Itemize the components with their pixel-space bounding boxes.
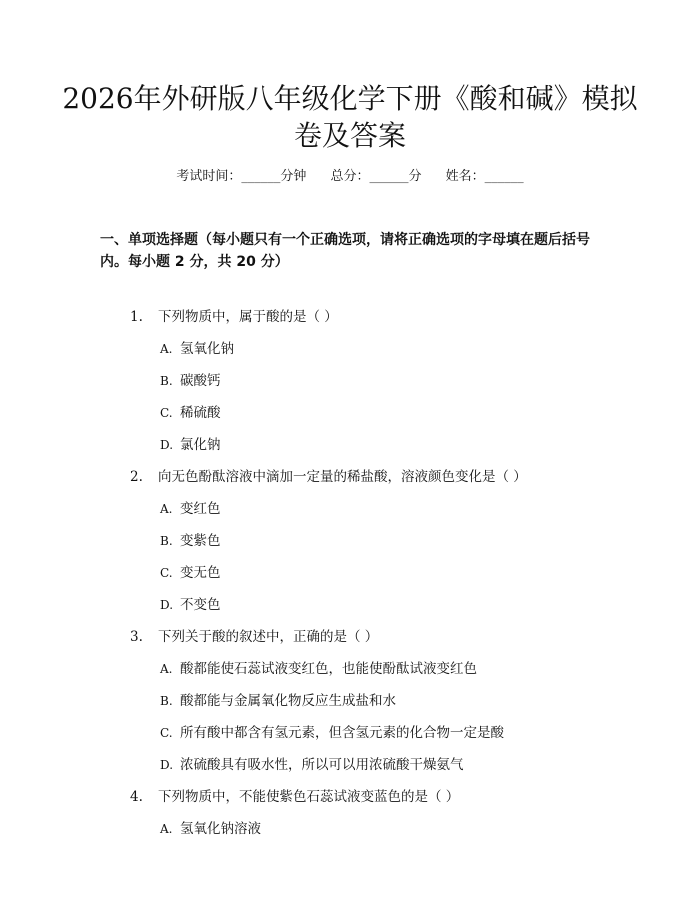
option-2a <box>160 500 221 518</box>
option-letter: B. <box>160 374 173 388</box>
option-letter: D. <box>160 438 174 452</box>
question-text: 下列物质中，属于酸的是（ ） <box>158 309 338 325</box>
question-text: 下列关于酸的叙述中，正确的是（ ） <box>158 629 379 645</box>
exam-time-field: 考试时间：______分钟 <box>176 169 307 184</box>
option-letter: C. <box>160 566 173 580</box>
option-text: 氯化钠 <box>180 437 221 453</box>
question-2 <box>130 468 527 486</box>
option-2d <box>160 596 221 614</box>
option-2b <box>160 532 221 550</box>
total-score-field: 总分：______分 <box>330 169 422 184</box>
exam-meta <box>0 168 700 186</box>
option-letter: A. <box>160 342 173 356</box>
section-heading: 一、单项选择题（每小题只有一个正确选项，请将正确选项的字母填在题后括号内。每小题 2 分，共 20 分） <box>100 232 590 270</box>
option-letter: C. <box>160 406 173 420</box>
option-text: 氢氧化钠 <box>180 341 234 357</box>
option-text: 浓硫酸具有吸水性，所以可以用浓硫酸干燥氨气 <box>180 757 464 773</box>
name-field: 姓名：______ <box>445 169 524 184</box>
option-letter: A. <box>160 502 173 516</box>
option-text: 酸都能使石蕊试液变红色，也能使酚酞试液变红色 <box>180 661 477 677</box>
option-letter: B. <box>160 534 173 548</box>
question-number: 4. <box>130 789 143 805</box>
question-text: 下列物质中，不能使紫色石蕊试液变蓝色的是（ ） <box>158 789 460 805</box>
option-3a <box>160 660 477 678</box>
option-1b <box>160 372 221 390</box>
question-4 <box>130 788 459 806</box>
option-letter: A. <box>160 662 173 676</box>
option-1a <box>160 340 234 358</box>
option-4a <box>160 820 261 838</box>
option-text: 变红色 <box>180 501 221 517</box>
option-3b <box>160 692 396 710</box>
option-text: 稀硫酸 <box>180 405 221 421</box>
question-1 <box>130 308 338 326</box>
option-2c <box>160 564 221 582</box>
option-letter: D. <box>160 598 174 612</box>
option-text: 不变色 <box>180 597 221 613</box>
option-letter: B. <box>160 694 173 708</box>
option-3d <box>160 756 464 774</box>
option-text: 变无色 <box>180 565 221 581</box>
question-number: 3. <box>130 629 143 645</box>
option-1c <box>160 404 221 422</box>
question-number: 1. <box>130 309 143 325</box>
option-text: 变紫色 <box>180 533 221 549</box>
option-text: 氢氧化钠溶液 <box>180 821 261 837</box>
option-1d <box>160 436 221 454</box>
option-text: 碳酸钙 <box>180 373 221 389</box>
option-letter: A. <box>160 822 173 836</box>
question-number: 2. <box>130 469 143 485</box>
option-text: 酸都能与金属氧化物反应生成盐和水 <box>180 693 396 709</box>
option-letter: D. <box>160 758 174 772</box>
option-3c <box>160 724 504 742</box>
page-title: 2026年外研版八年级化学下册《酸和碱》模拟卷及答案 <box>62 82 638 152</box>
option-letter: C. <box>160 726 173 740</box>
question-3 <box>130 628 378 646</box>
option-text: 所有酸中都含有氢元素，但含氢元素的化合物一定是酸 <box>180 725 504 741</box>
question-text: 向无色酚酞溶液中滴加一定量的稀盐酸，溶液颜色变化是（ ） <box>158 469 527 485</box>
